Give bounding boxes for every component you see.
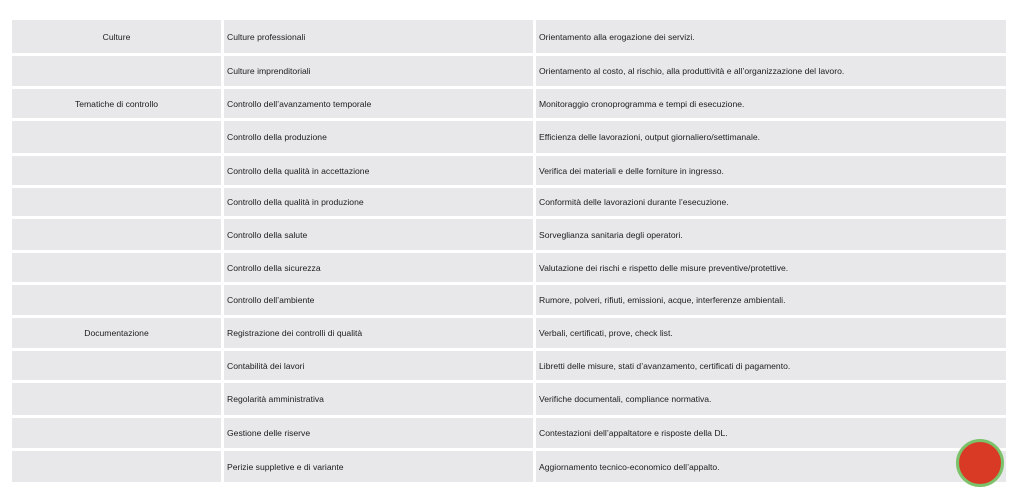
table-row: [12, 315, 1006, 348]
category-cell: [12, 216, 224, 250]
control-table-container: [12, 17, 1006, 482]
item-cell: Controllo dell’avanzamento temporale: [224, 86, 536, 118]
category-cell: [12, 282, 224, 315]
table-row: [12, 53, 1006, 86]
category-cell: Culture: [12, 17, 224, 53]
table-body: [12, 17, 1006, 482]
category-cell: [12, 153, 224, 185]
item-cell: Registrazione dei controlli di qualità: [224, 315, 536, 348]
item-cell: Regolarità amministrativa: [224, 380, 536, 415]
description-cell: Libretti delle misure, stati d’avanzamento, certificati di pagamento.: [536, 348, 1006, 380]
record-button[interactable]: [956, 439, 1004, 487]
table-row: [12, 86, 1006, 118]
category-cell: [12, 348, 224, 380]
description-cell: Contestazioni dell’appaltatore e risposte della DL.: [536, 415, 1006, 448]
item-cell: Perizie suppletive e di variante: [224, 448, 536, 482]
category-cell: [12, 250, 224, 282]
description-cell: Orientamento alla erogazione dei servizi.: [536, 17, 1006, 53]
item-cell: Culture professionali: [224, 17, 536, 53]
table-row: [12, 415, 1006, 448]
description-cell: Conformità delle lavorazioni durante l’esecuzione.: [536, 185, 1006, 216]
description-cell: Orientamento al costo, al rischio, alla produttività e all’organizzazione del lavoro.: [536, 53, 1006, 86]
description-cell: Monitoraggio cronoprogramma e tempi di esecuzione.: [536, 86, 1006, 118]
category-cell: [12, 415, 224, 448]
table-row: [12, 185, 1006, 216]
description-cell: Aggiornamento tecnico-economico dell’appalto.: [536, 448, 1006, 482]
table-row: [12, 380, 1006, 415]
category-cell: [12, 118, 224, 153]
description-cell: Efficienza delle lavorazioni, output giornaliero/settimanale.: [536, 118, 1006, 153]
item-cell: Contabilità dei lavori: [224, 348, 536, 380]
table-row: [12, 282, 1006, 315]
table-row: [12, 448, 1006, 482]
item-cell: Controllo della produzione: [224, 118, 536, 153]
table-row: [12, 153, 1006, 185]
category-cell: [12, 53, 224, 86]
category-cell: Documentazione: [12, 315, 224, 348]
table-row: [12, 17, 1006, 53]
description-cell: Valutazione dei rischi e rispetto delle misure preventive/protettive.: [536, 250, 1006, 282]
category-cell: [12, 380, 224, 415]
item-cell: Controllo della qualità in produzione: [224, 185, 536, 216]
category-cell: [12, 185, 224, 216]
description-cell: Sorveglianza sanitaria degli operatori.: [536, 216, 1006, 250]
category-cell: [12, 448, 224, 482]
item-cell: Culture imprenditoriali: [224, 53, 536, 86]
item-cell: Controllo della sicurezza: [224, 250, 536, 282]
description-cell: Verbali, certificati, prove, check list.: [536, 315, 1006, 348]
table-row: [12, 216, 1006, 250]
description-cell: Verifica dei materiali e delle forniture in ingresso.: [536, 153, 1006, 185]
item-cell: Controllo dell’ambiente: [224, 282, 536, 315]
item-cell: Controllo della salute: [224, 216, 536, 250]
table-row: [12, 118, 1006, 153]
category-cell: Tematiche di controllo: [12, 86, 224, 118]
description-cell: Verifiche documentali, compliance normativa.: [536, 380, 1006, 415]
item-cell: Gestione delle riserve: [224, 415, 536, 448]
description-cell: Rumore, polveri, rifiuti, emissioni, acque, interferenze ambientali.: [536, 282, 1006, 315]
control-table: [12, 17, 1006, 482]
table-row: [12, 348, 1006, 380]
item-cell: Controllo della qualità in accettazione: [224, 153, 536, 185]
table-row: [12, 250, 1006, 282]
